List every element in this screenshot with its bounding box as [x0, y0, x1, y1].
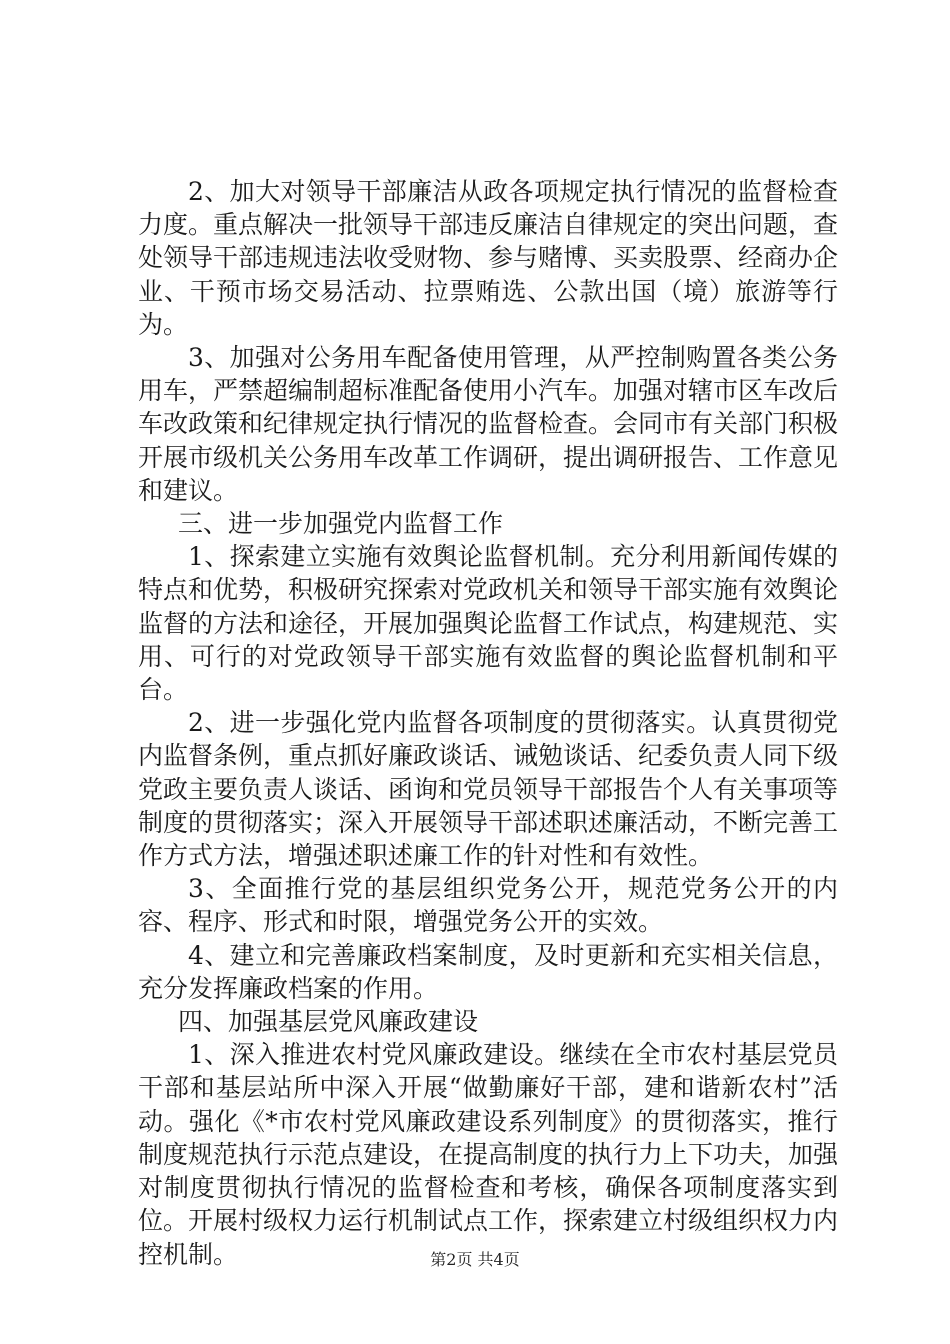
paragraph-rural-integrity: 1、深入推进农村党风廉政建设。继续在全市农村基层党员干部和基层站所中深入开展“做勤廉好干部，建和谐新农村”活动。强化《*市农村党风廉政建设系列制度》的贯彻落实，推行制度规范执行示范点建设，在提高制度的执行力上下功夫，加强对制度贯彻执行情况的监督检查和考核，确保各项制度落实到位。开展村级权力运行机制试点工作，探索建立村级组织权力内控机制。	[138, 1040, 839, 1269]
paragraph-party-affairs-openness: 3、全面推行党的基层组织党务公开，规范党务公开的内容、程序、形式和时限，增强党务公开的实效。	[138, 874, 838, 937]
paragraph-supervision-leaders: 2、加大对领导干部廉洁从政各项规定执行情况的监督检查力度。重点解决一批领导干部违反廉洁自律规定的突出问题，查处领导干部违规违法收受财物、参与赌博、买卖股票、经商办企业、干预市场交易活动、拉票贿选、公款出国（境）旅游等行为。	[138, 177, 839, 339]
paragraph-integrity-archives: 4、建立和完善廉政档案制度，及时更新和充实相关信息，充分发挥廉政档案的作用。	[138, 940, 838, 1003]
paragraph-public-opinion-supervision: 1、探索建立实施有效舆论监督机制。充分利用新闻传媒的特点和优势，积极研究探索对党政机关和领导干部实施有效舆论监督的方法和途径，开展加强舆论监督工作试点，构建规范、实用、可行的对党政领导干部实施有效监督的舆论监督机制和平台。	[138, 542, 839, 705]
paragraph-party-supervision-system: 2、进一步强化党内监督各项制度的贯彻落实。认真贯彻党内监督条例，重点抓好廉政谈话、诫勉谈话、纪委负责人同下级党政主要负责人谈话、函询和党员领导干部报告个人有关事项等制度的贯彻落实；深入开展领导干部述职述廉活动，不断完善工作方式方法，增强述职述廉工作的针对性和有效性。	[138, 708, 839, 871]
document-body	[138, 175, 838, 1271]
page-number-footer: 第2页 共4页	[430, 1250, 520, 1269]
section-heading-grassroots: 四、加强基层党风廉政建设	[178, 1007, 479, 1037]
section-heading-party-supervision: 三、进一步加强党内监督工作	[178, 509, 504, 539]
paragraph-official-vehicles: 3、加强对公务用车配备使用管理，从严控制购置各类公务用车，严禁超编制超标准配备使用小汽车。加强对辖市区车改后车改政策和纪律规定执行情况的监督检查。会同市有关部门积极开展市级机关公务用车改革工作调研，提出调研报告、工作意见和建议。	[138, 343, 839, 505]
